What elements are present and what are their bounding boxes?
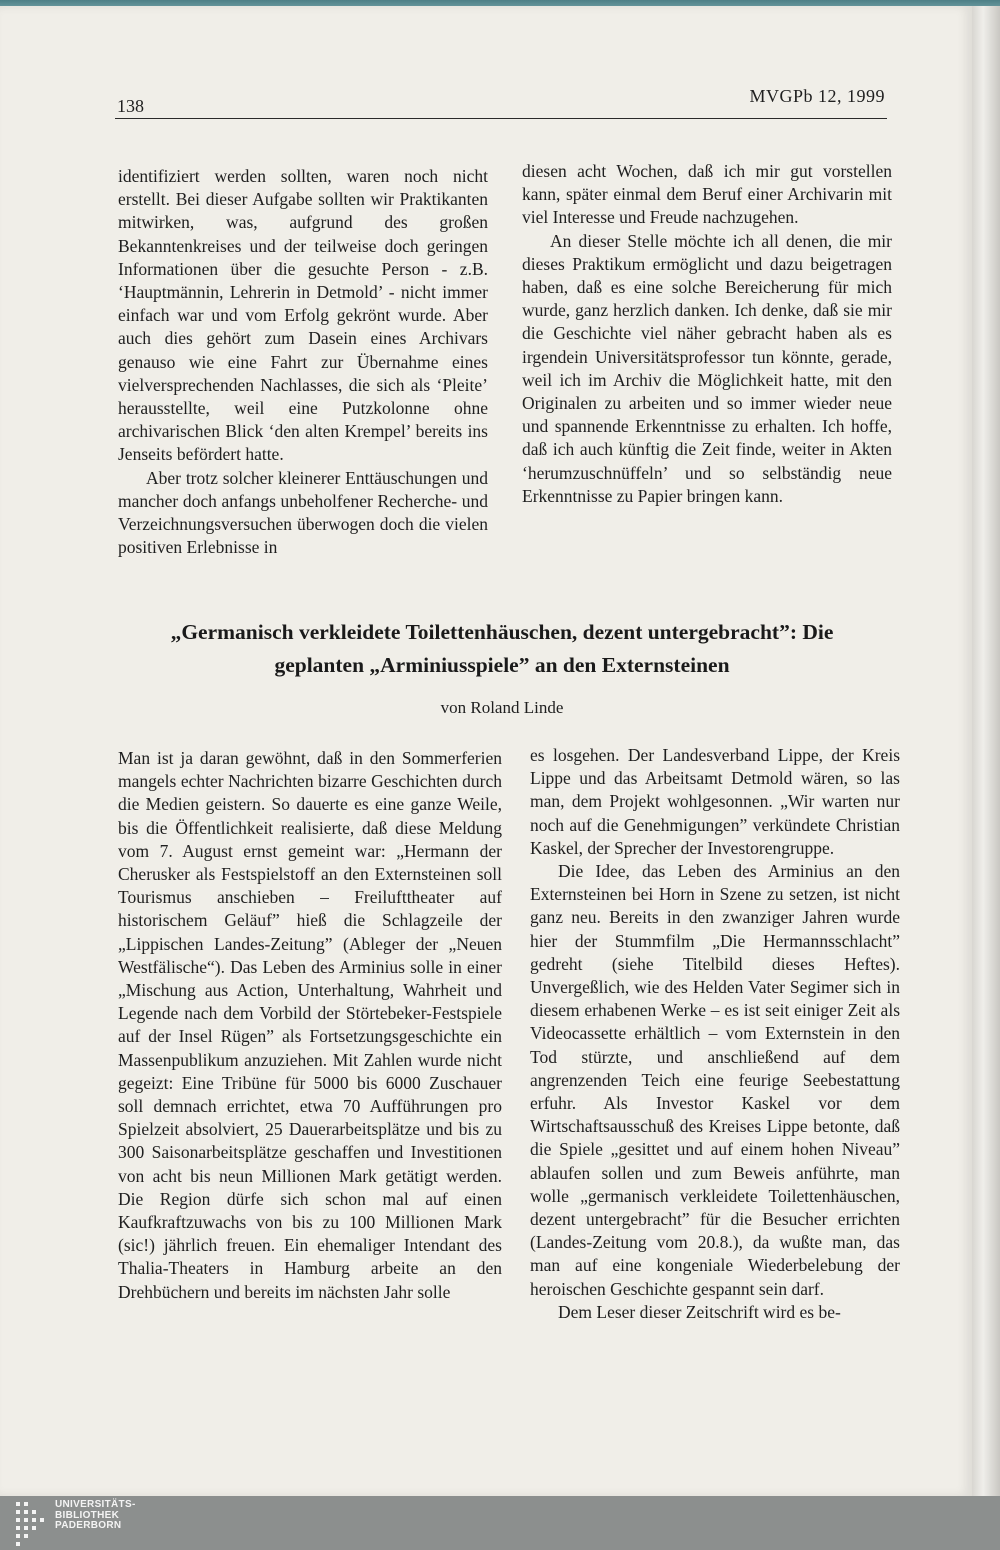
paragraph: es losgehen. Der Landesverband Lippe, der Kreis Lippe und das Arbeitsamt Detmold wären, so las man, dem Projekt wohlgesonnen. „Wir warten nur noch auf die Genehmigungen” verkündete Christian Kaskel, der Sprecher der Investorengruppe. xyxy=(530,745,900,858)
running-head: MVGPb 12, 1999 xyxy=(749,86,885,106)
library-name xyxy=(55,1500,136,1532)
page-header xyxy=(115,86,887,119)
paragraph: An dieser Stelle möchte ich all denen, die mir dieses Praktikum ermöglicht und dazu beigetragen haben, daß es eine solche Bereicherung für mich wurde, ganz herzlich danken. Ich denke, daß sie mir die Geschichte viel näher gebracht haben als es irgendein Universitätsprofessor tun könnte, gerade, weil ich im Archiv die Möglichkeit hatte, mit den Originalen zu arbeiten und so immer wieder neue und spannende Erkenntnisse zu erhalten. Ich hoffe, daß ich auch künftig die Zeit finde, weiter in Akten ‘herumzuschnüffeln’ und so selbständig neue Erkenntnisse zu Papier bringen kann. xyxy=(522,230,892,506)
library-logo-icon xyxy=(14,1500,50,1546)
article-title-line-1: „Germanisch verkleidete Toilettenhäuschen, dezent untergebracht”: Die xyxy=(170,620,834,644)
paragraph: identifiziert werden sollten, waren noch nicht erstellt. Bei dieser Aufgabe sollten wir Praktikanten mitwirken, was, aufgrund des großen Bekanntenkreises und der teilweise doch geringen Informationen über die gesuchte Person - z.B. ‘Hauptmännin, Lehrerin in Detmold’ - nicht immer einfach war und vom Erfolg gekrönt wurde. Aber auch dies gehört zum Dasein eines Archivars genauso wie eine Fahrt zur Übernahme eines vielversprechenden Nachlasses, die sich als ‘Pleite’ herausstellte, weil eine Putzkolonne ohne archivarischen Blick ‘den alten Krempel’ bereits ins Jenseits befördert hatte. xyxy=(118,166,488,465)
scan-footer-bar xyxy=(0,1496,1000,1550)
page-edge xyxy=(972,6,1000,1496)
article-column-2 xyxy=(530,744,900,1324)
article-title-line-2: geplanten „Arminiusspiele” an den Externsteinen xyxy=(274,653,730,677)
paragraph: Aber trotz solcher kleinerer Enttäuschungen und mancher doch anfangs unbeholfener Recherche- und Verzeichnungsversuchen überwogen doch die vielen positiven Erlebnisse in xyxy=(118,467,488,558)
page-number: 138 xyxy=(117,96,144,116)
article-byline: von Roland Linde xyxy=(440,698,564,717)
prior-article-column-1 xyxy=(118,165,488,559)
paragraph: Dem Leser dieser Zeitschrift wird es be- xyxy=(558,1301,841,1322)
library-name-line-1: UNIVERSITÄTS- xyxy=(55,1499,136,1510)
paragraph: Die Idee, das Leben des Arminius an den Externsteinen bei Horn in Szene zu setzen, ist nicht ganz neu. Bereits in den zwanziger Jahren wurde hier der Stummfilm „Die Hermannsschlacht” gedreht (siehe Titelbild dieses Heftes). Unvergeßlich, wie des Helden Vater Segimer sich in diesem erhabenen Werke – es ist seit einiger Zeit als Videocassette erhältlich – vom Externstein in den Tod stürzte, und anschließend auf dem angrenzenden Teich eine feurige Seebestattung erfuhr. Als Investor Kaskel vor dem Wirtschaftsausschuß des Kreises Lippe betonte, daß die Spiele „gesittet und auf einem hohen Niveau” ablaufen sollen und zum Beweis anführte, man wolle „germanisch verkleidete Toilettenhäuschen, dezent untergebracht” für die Besucher errichten (Landes-Zeitung vom 20.8.), da wußte man, das man auf eine kongeniale Wiederbelebung der heroischen Geschichte gespannt sein darf. xyxy=(530,861,900,1299)
library-name-line-3: PADERBORN xyxy=(55,1520,122,1531)
paragraph: diesen acht Wochen, daß ich mir gut vorstellen kann, später einmal dem Beruf einer Archivarin mit viel Interesse und Freude nachzugehen. xyxy=(522,161,892,228)
prior-article-column-2 xyxy=(522,160,892,508)
article-title xyxy=(112,616,892,682)
article-column-1 xyxy=(118,747,502,1304)
paragraph: Man ist ja daran gewöhnt, daß in den Sommerferien mangels echter Nachrichten bizarre Geschichten durch die Medien geistern. So dauerte es eine ganze Weile, bis die Öffentlichkeit realisierte, daß diese Meldung vom 7. August ernst gemeint war: „Hermann der Cherusker als Festspielstoff an den Externsteinen soll Tourismus anschieben – Freilufttheater auf historischem Geläuf” hieß die Schlagzeile der „Lippischen Landes-Zeitung” (Ableger der „Neuen Westfälische“). Das Leben des Arminius solle in einer „Mischung aus Action, Unterhaltung, Wahrheit und Legende nach dem Vorbild der Störtebeker-Festspiele auf der Insel Rügen” als Fortsetzungsgeschichte ein Massenpublikum anzuziehen. Mit Zahlen wurde nicht gegeizt: Eine Tribüne für 5000 bis 6000 Zuschauer soll demnach errichtet, etwa 70 Aufführungen pro Spielzeit absolviert, 25 Dauerarbeitsplätze und bis zu 300 Saisonarbeitsplätze geschaffen und Investitionen von acht bis neun Millionen Mark getätigt werden. Die Region dürfe sich schon mal auf einen Kaufkraftzuwachs von bis zu 100 Millionen Mark (sic!) jährlich freuen. Ein ehemaliger Intendant des Thalia-Theaters in Hamburg arbeite an den Drehbüchern und bereits im nächsten Jahr solle xyxy=(118,748,502,1302)
library-name-line-2: BIBLIOTHEK xyxy=(55,1509,120,1521)
